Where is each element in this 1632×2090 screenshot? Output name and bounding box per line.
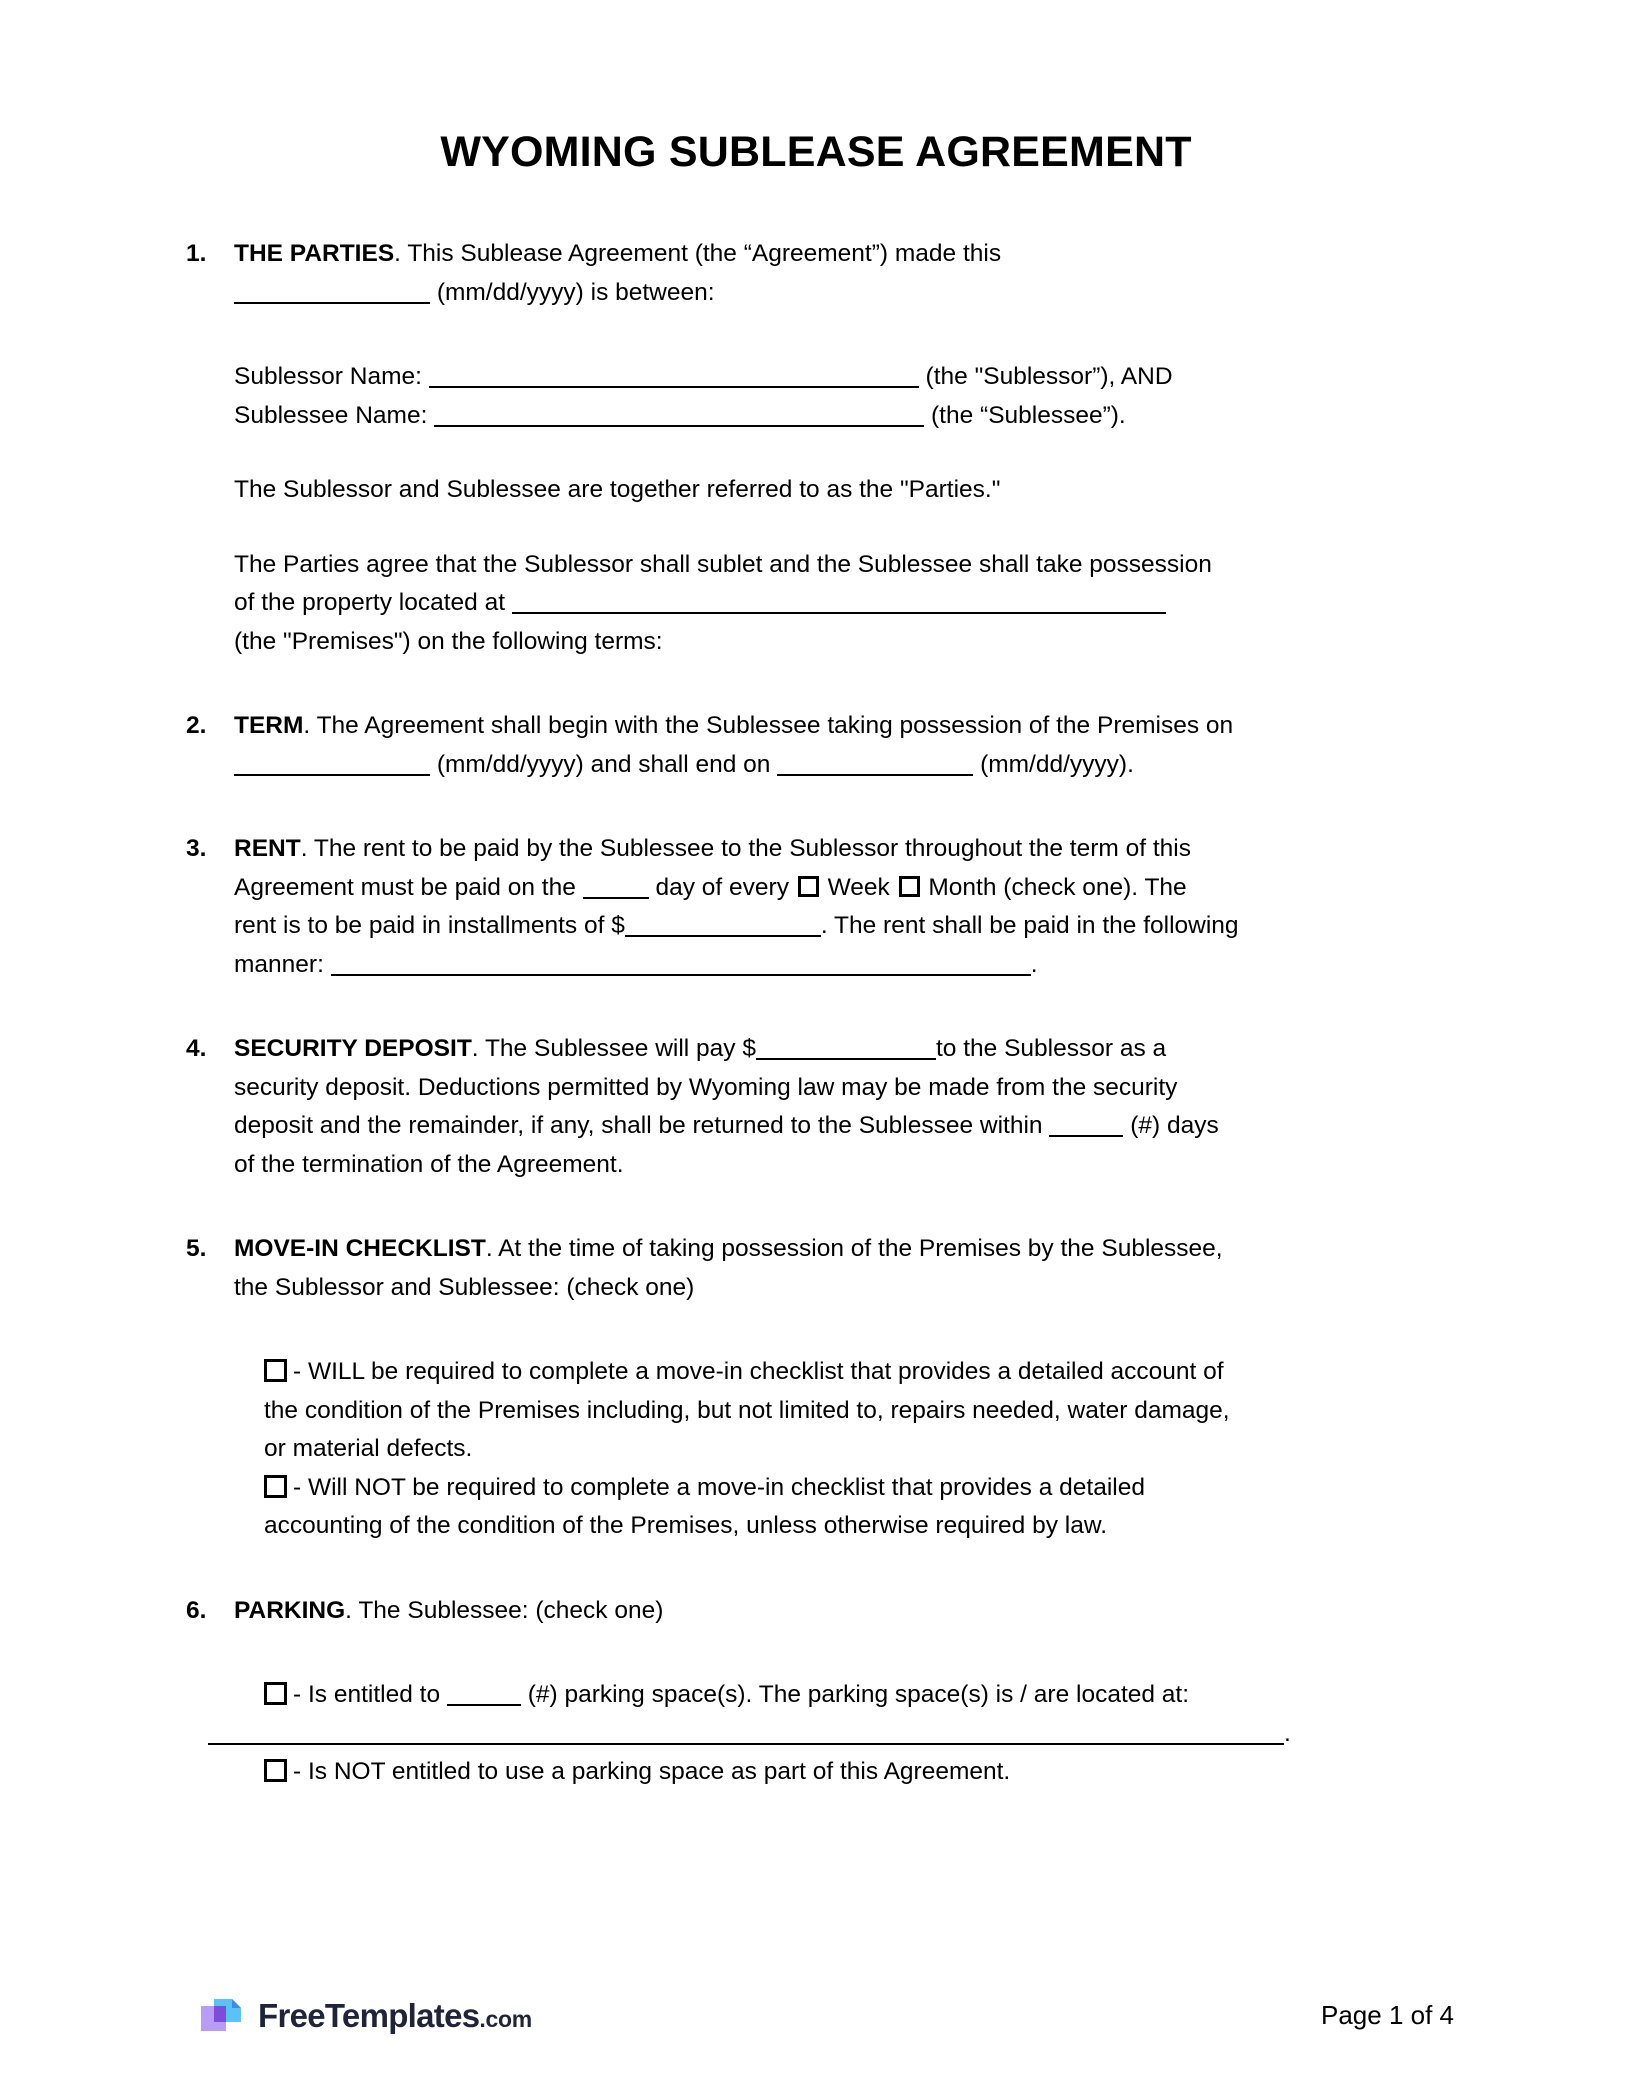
deposit-line-1b: to the Sublessor as a	[935, 1035, 1167, 1062]
premises-line-2: of the property located at	[234, 589, 506, 616]
checklist-line-1: . At the time of taking possession of the Premises by the Sublessee,	[485, 1235, 1223, 1262]
checkbox-parking-entitled[interactable]	[264, 1682, 287, 1705]
page-number: Page 1 of 4	[1321, 1999, 1454, 2030]
rent-line-4-end: .	[1030, 950, 1038, 978]
brand-name-text: FreeTemplates	[258, 1996, 480, 2034]
section-content	[234, 707, 1474, 784]
security-deposit-amount-input[interactable]	[756, 1058, 936, 1060]
checkbox-checklist-will[interactable]	[264, 1359, 287, 1382]
section-content	[234, 1030, 1474, 1184]
sublessor-name-label: Sublessor Name:	[234, 363, 422, 390]
sublessee-name-label: Sublessee Name:	[234, 401, 428, 429]
page-title: WYOMING SUBLEASE AGREEMENT	[440, 128, 1192, 176]
parking-location-row	[208, 1715, 1474, 1754]
sublessee-name-row	[234, 397, 1474, 436]
rent-line-3a: rent is to be paid in installments of $	[234, 912, 625, 939]
section-heading: RENT	[234, 835, 301, 862]
section-content	[234, 1230, 1474, 1307]
parking-location-input[interactable]	[208, 1743, 1284, 1745]
section-parking	[178, 1592, 1474, 1631]
term-end-date-input[interactable]	[777, 774, 973, 776]
sublessee-name-suffix: (the “Sublessee”).	[931, 401, 1126, 429]
parties-definition-note: The Sublessor and Sublessee are together referred to as the "Parties."	[234, 476, 1001, 503]
section-the-parties	[178, 235, 1474, 312]
section-content	[234, 235, 1474, 312]
premises-address-input[interactable]	[512, 612, 1166, 614]
parking-entitled-text-a: - Is entitled to	[293, 1681, 441, 1708]
section-number: 5.	[186, 1235, 207, 1262]
brand-name	[258, 1996, 532, 2034]
rent-line-4: manner:	[234, 950, 324, 978]
checkbox-rent-week[interactable]	[798, 876, 819, 897]
term-line-2: (mm/dd/yyyy) and shall end on	[436, 750, 771, 778]
parking-line-1: . The Sublessee: (check one)	[345, 1596, 664, 1624]
section-number: 6.	[186, 1596, 207, 1624]
section-security-deposit	[178, 1030, 1474, 1184]
deposit-line-2: security deposit. Deductions permitted by Wyoming law may be made from the security	[234, 1073, 1178, 1101]
section-number: 3.	[186, 835, 207, 862]
checklist-will-line-1: - WILL be required to complete a move-in checklist that provides a detailed account of	[293, 1358, 1224, 1385]
rent-line-2b: day of every	[655, 873, 789, 901]
section-intro-text: . This Sublease Agreement (the “Agreement”) made this	[394, 240, 1002, 267]
parking-not-entitled-text: - Is NOT entitled to use a parking space as part of this Agreement.	[293, 1758, 1011, 1785]
deposit-line-3a: deposit and the remainder, if any, shall be returned to the Sublessee within	[234, 1112, 1043, 1139]
checklist-option-will	[264, 1353, 1474, 1469]
checklist-option-will-not	[264, 1469, 1474, 1546]
rent-month-label: Month (check one). The	[928, 873, 1187, 901]
premises-paragraph	[234, 546, 1474, 662]
sublessee-name-input[interactable]	[434, 425, 924, 427]
parking-location-end: .	[1284, 1719, 1291, 1747]
brand-logo[interactable]	[200, 1992, 532, 2039]
section-number: 4.	[186, 1035, 207, 1062]
section-content	[234, 830, 1474, 984]
parking-option-not-entitled	[264, 1753, 1474, 1792]
rent-line-1: . The rent to be paid by the Sublessee to the Sublessor throughout the term of this	[300, 835, 1191, 862]
term-start-date-input[interactable]	[234, 774, 430, 776]
sublessor-name-input[interactable]	[429, 386, 919, 388]
rent-line-2a: Agreement must be paid on the	[234, 873, 576, 901]
brand-name-suffix: .com	[479, 2005, 532, 2032]
premises-line-1: The Parties agree that the Sublessor shall sublet and the Sublessee shall take possession	[234, 550, 1212, 578]
section-heading: PARKING	[234, 1596, 346, 1624]
section-heading: SECURITY DEPOSIT	[234, 1035, 472, 1062]
sublessor-name-suffix: (the "Sublessor”), AND	[925, 363, 1173, 390]
date-format-hint: (mm/dd/yyyy) is between:	[436, 278, 715, 306]
rent-manner-input[interactable]	[331, 974, 1031, 976]
premises-line-3: (the "Premises") on the following terms:	[234, 627, 663, 655]
section-number: 2.	[186, 712, 207, 739]
term-line-1: . The Agreement shall begin with the Sublessee taking possession of the Premises on	[303, 712, 1234, 739]
checklist-will-not-line-1: - Will NOT be required to complete a move-in checklist that provides a detailed	[293, 1473, 1145, 1501]
parking-option-entitled	[264, 1676, 1474, 1715]
deposit-line-4: of the termination of the Agreement.	[234, 1150, 624, 1178]
section-content	[234, 1592, 1474, 1631]
parking-entitled-text-b: (#) parking space(s). The parking space(s) is / are located at:	[527, 1681, 1190, 1708]
section-number: 1.	[186, 240, 207, 267]
sublessor-name-row	[234, 358, 1474, 397]
checkbox-rent-month[interactable]	[899, 876, 920, 897]
checklist-will-not-line-2: accounting of the condition of the Premises, unless otherwise required by law.	[264, 1512, 1108, 1539]
section-rent	[178, 830, 1474, 984]
checklist-will-line-3: or material defects.	[264, 1435, 473, 1462]
deposit-return-days-input[interactable]	[1049, 1135, 1123, 1137]
checklist-will-line-2: the condition of the Premises including, but not limited to, repairs needed, water damage,	[264, 1396, 1230, 1424]
section-heading: MOVE-IN CHECKLIST	[234, 1235, 486, 1262]
rent-week-label: Week	[827, 873, 890, 901]
section-heading: TERM	[234, 712, 304, 739]
checklist-line-2: the Sublessor and Sublessee: (check one)	[234, 1273, 695, 1301]
deposit-line-3b: (#) days	[1130, 1112, 1219, 1139]
section-heading: THE PARTIES	[234, 240, 395, 267]
term-line-3: (mm/dd/yyyy).	[980, 750, 1134, 778]
section-term	[178, 707, 1474, 784]
document-body	[0, 235, 1632, 1792]
checkbox-checklist-will-not[interactable]	[264, 1475, 287, 1498]
freetemplates-logo-icon	[200, 1992, 247, 2039]
page-footer	[0, 1940, 1632, 2090]
checkbox-parking-not-entitled[interactable]	[264, 1759, 287, 1782]
deposit-line-1a: . The Sublessee will pay $	[471, 1035, 756, 1062]
rent-installment-input[interactable]	[625, 935, 821, 937]
section-move-in-checklist	[178, 1230, 1474, 1307]
rent-line-3b: . The rent shall be paid in the following	[820, 912, 1239, 939]
date-blank[interactable]	[234, 302, 430, 304]
parking-space-count-input[interactable]	[447, 1704, 521, 1706]
rent-day-input[interactable]	[583, 897, 649, 899]
